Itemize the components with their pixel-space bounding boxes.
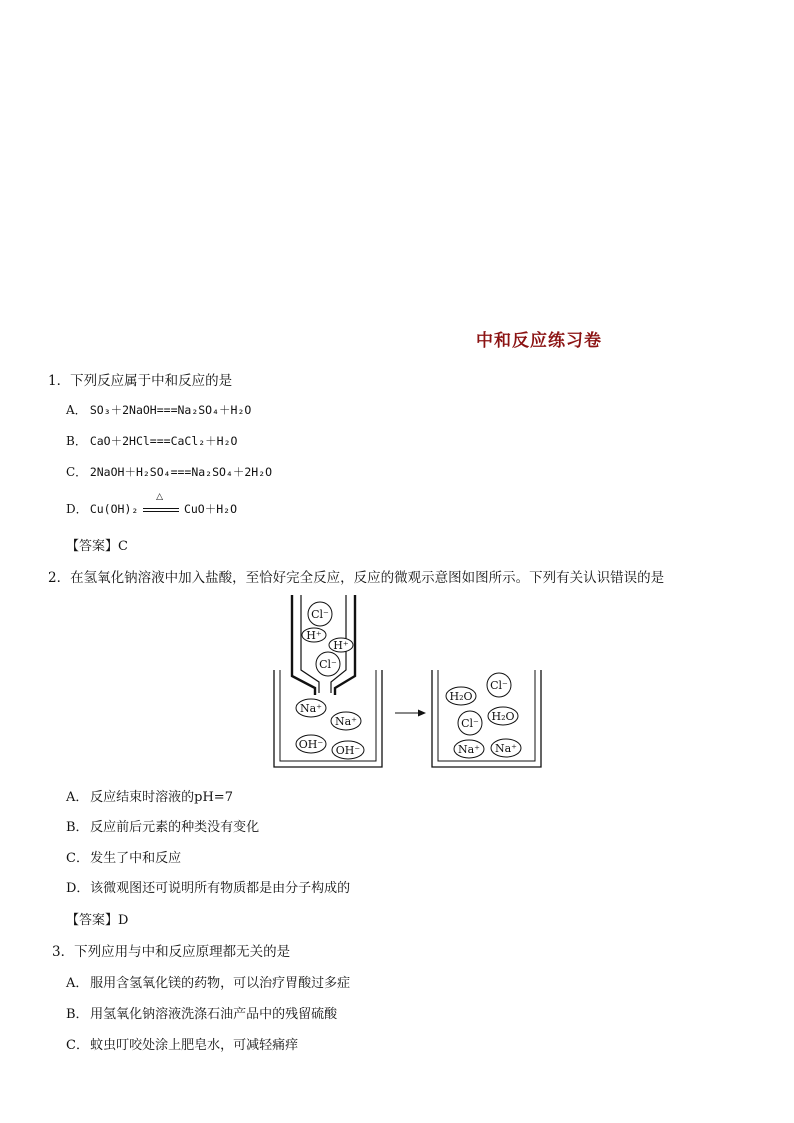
ion-label: Na⁺ <box>495 742 517 755</box>
q3-option-b[interactable] <box>66 1003 337 1022</box>
ion-label: Cl⁻ <box>490 679 508 692</box>
q1-option-c[interactable] <box>66 463 272 480</box>
ion-label: Cl⁻ <box>311 608 329 621</box>
reaction-arrow-icon <box>418 710 426 717</box>
option-text: 2NaOH＋H₂SO₄===Na₂SO₄＋2H₂O <box>89 465 273 479</box>
option-text: 用氢氧化钠溶液洗涤石油产品中的残留硫酸 <box>90 1007 338 1022</box>
option-label: B． <box>66 434 87 448</box>
q3-option-a[interactable] <box>66 972 350 991</box>
ion-label: H⁺ <box>306 629 322 642</box>
q2-answer: 【答案】D <box>66 913 129 928</box>
q2-option-a[interactable] <box>66 786 233 805</box>
q1-answer: 【答案】C <box>66 539 128 554</box>
ion-label: Na⁺ <box>335 715 357 728</box>
ion-label: H⁺ <box>333 639 349 652</box>
ion-label: H₂O <box>491 710 515 723</box>
question-1-stem: 1．下列反应属于中和反应的是 <box>48 373 233 389</box>
heating-condition-sign <box>142 491 180 517</box>
ion-label: Na⁺ <box>458 743 480 756</box>
q2-option-b[interactable] <box>66 816 259 835</box>
neutralization-micro-diagram <box>260 590 560 775</box>
option-text-left: Cu(OH)₂ <box>89 502 139 516</box>
option-text: 该微观图还可说明所有物质都是由分子构成的 <box>90 881 351 896</box>
option-label: D． <box>66 881 90 896</box>
option-text: 服用含氢氧化镁的药物，可以治疗胃酸过多症 <box>90 976 351 991</box>
option-label: C． <box>66 465 88 479</box>
option-text: 反应结束时溶液的pH=7 <box>90 790 233 805</box>
ion-label: Na⁺ <box>300 702 322 715</box>
q2-option-d[interactable] <box>66 877 350 896</box>
q3-option-c[interactable] <box>66 1034 298 1053</box>
ion-label: Cl⁻ <box>319 658 337 671</box>
option-label: D． <box>66 502 88 516</box>
option-text-right: CuO＋H₂O <box>183 502 237 516</box>
heat-triangle-icon: △ <box>156 491 164 502</box>
option-label: A． <box>66 976 89 991</box>
question-2-stem: 2．在氢氧化钠溶液中加入盐酸，至恰好完全反应，反应的微观示意图如图所示。下列有关认识错误的是 <box>48 570 665 586</box>
q1-option-d[interactable] <box>66 491 237 517</box>
ion-label: OH⁻ <box>298 738 324 751</box>
option-label: C． <box>66 1038 89 1053</box>
option-label: A． <box>66 403 87 417</box>
q2-option-c[interactable] <box>66 847 181 866</box>
ion-label: H₂O <box>449 690 473 703</box>
option-text: 发生了中和反应 <box>90 851 182 866</box>
option-label: B． <box>66 1007 89 1022</box>
question-3-stem: 3．下列应用与中和反应原理都无关的是 <box>52 944 291 960</box>
ion-label: Cl⁻ <box>461 717 479 730</box>
option-label: C． <box>66 851 89 866</box>
option-label: B． <box>66 820 89 835</box>
option-text: 反应前后元素的种类没有变化 <box>90 820 260 835</box>
option-label: A． <box>66 790 89 805</box>
ion-label: OH⁻ <box>335 744 361 757</box>
q1-option-b[interactable] <box>66 432 237 449</box>
option-text: CaO＋2HCl===CaCl₂＋H₂O <box>89 434 238 448</box>
q1-option-a[interactable] <box>66 401 251 418</box>
option-text: SO₃＋2NaOH===Na₂SO₄＋H₂O <box>89 403 252 417</box>
page-title: 中和反应练习卷 <box>476 331 602 351</box>
option-text: 蚊虫叮咬处涂上肥皂水，可减轻痛痒 <box>90 1038 299 1053</box>
